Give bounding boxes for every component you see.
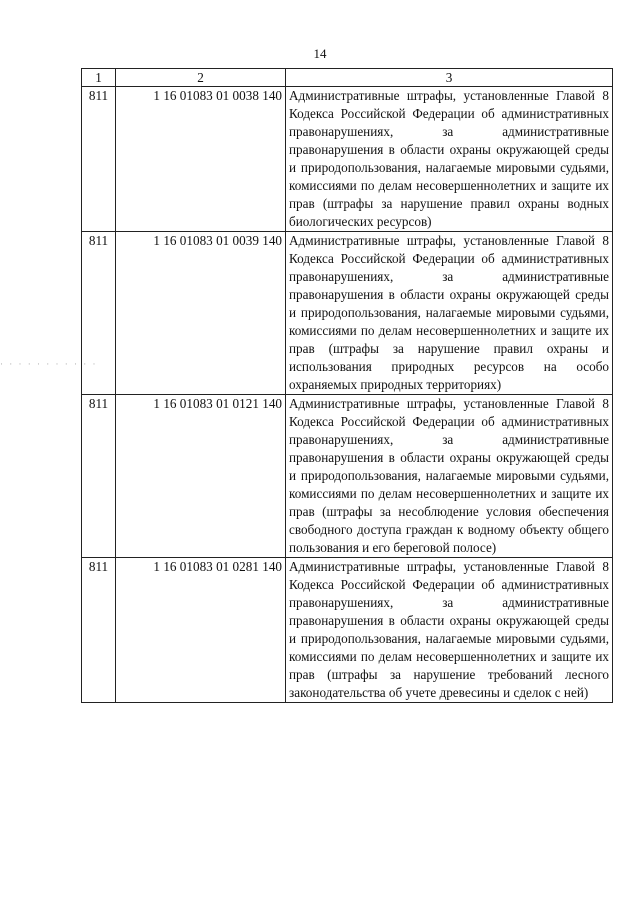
table-row (82, 395, 613, 558)
budget-code-cell: 1 16 01083 01 0038 140 (116, 87, 286, 232)
admin-code-cell: 811 (82, 558, 116, 703)
description-cell: Административные штрафы, установленные Главой 8 Кодекса Российской Федерации об административных правонарушениях, за административные правонарушения в области охраны окружающей среды и природопользования, налагаемые мировыми судьями, комиссиями по делам несовершеннолетних и защите их прав (штрафы за нарушение правил охраны и использования природных ресурсов на особо охраняемых природных территориях) (286, 232, 613, 395)
page-number: 14 (313, 46, 327, 61)
description-cell: Административные штрафы, установленные Главой 8 Кодекса Российской Федерации об административных правонарушениях, за административные правонарушения в области охраны окружающей среды и природопользования, налагаемые мировыми судьями, комиссиями по делам несовершеннолетних и защите их прав (штрафы за несоблюдение условия обеспечения свободного доступа граждан к водному объекту общего пользования и его береговой полосе) (286, 395, 613, 558)
description-cell: Административные штрафы, установленные Главой 8 Кодекса Российской Федерации об административных правонарушениях, за административные правонарушения в области охраны окружающей среды и природопользования, налагаемые мировыми судьями, комиссиями по делам несовершеннолетних и защите их прав (штрафы за нарушение требований лесного законодательства об учете древесины и сделок с ней) (286, 558, 613, 703)
budget-code-cell: 1 16 01083 01 0039 140 (116, 232, 286, 395)
table-header-row (82, 69, 613, 87)
table-row (82, 87, 613, 232)
budget-codes-table (81, 68, 613, 703)
header-col-1: 1 (82, 69, 116, 87)
header-col-2: 2 (116, 69, 286, 87)
scan-artifact: · · · · · · · · · · · (0, 359, 98, 369)
admin-code-cell: 811 (82, 232, 116, 395)
budget-code-cell: 1 16 01083 01 0281 140 (116, 558, 286, 703)
header-col-3: 3 (286, 69, 613, 87)
budget-code-cell: 1 16 01083 01 0121 140 (116, 395, 286, 558)
table-row (82, 232, 613, 395)
admin-code-cell: 811 (82, 87, 116, 232)
table-row (82, 558, 613, 703)
description-cell: Административные штрафы, установленные Главой 8 Кодекса Российской Федерации об административных правонарушениях, за административные правонарушения в области охраны окружающей среды и природопользования, налагаемые мировыми судьями, комиссиями по делам несовершеннолетних и защите их прав (штрафы за нарушение правил охраны водных биологических ресурсов) (286, 87, 613, 232)
admin-code-cell: 811 (82, 395, 116, 558)
